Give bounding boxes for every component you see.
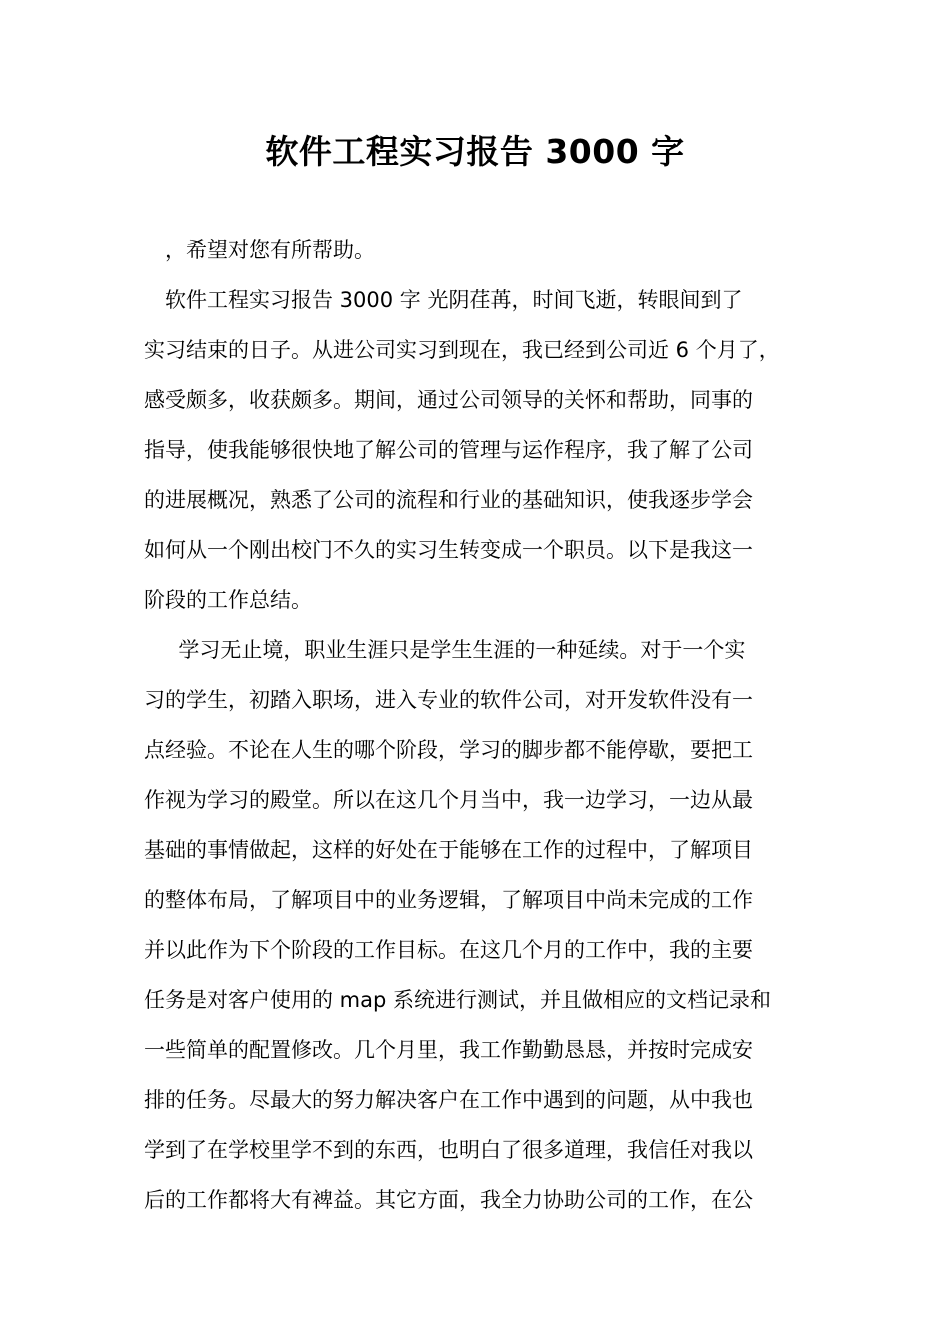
body-line: 学习无止境，职业生涯只是学生生涯的一种延续。对于一个实: [144, 638, 746, 662]
body-line: 感受颇多，收获颇多。期间，通过公司领导的关怀和帮助，同事的: [144, 388, 753, 412]
body-line: 并以此作为下个阶段的工作目标。在这几个月的工作中，我的主要: [144, 938, 753, 962]
document-title: 软件工程实习报告 3000 字: [265, 132, 685, 171]
body-line: 指导，使我能够很快地了解公司的管理与运作程序，我了解了公司: [144, 438, 753, 462]
body-line: 阶段的工作总结。: [144, 588, 312, 612]
body-line: 基础的事情做起，这样的好处在于能够在工作的过程中，了解项目: [144, 838, 753, 862]
body-line: 的整体布局，了解项目中的业务逻辑，了解项目中尚未完成的工作: [144, 888, 753, 912]
body-line: 实习结束的日子。从进公司实习到现在，我已经到公司近 6 个月了，: [144, 338, 780, 362]
body-line: 点经验。不论在人生的哪个阶段，学习的脚步都不能停歇，要把工: [144, 738, 753, 762]
body-line: 习的学生，初踏入职场，进入专业的软件公司，对开发软件没有一: [144, 688, 753, 712]
body-line: ，希望对您有所帮助。: [144, 238, 375, 262]
body-line: 的进展概况，熟悉了公司的流程和行业的基础知识，使我逐步学会: [144, 488, 753, 512]
body-line: 如何从一个刚出校门不久的实习生转变成一个职员。以下是我这一: [144, 538, 753, 562]
body-line: 学到了在学校里学不到的东西，也明白了很多道理，我信任对我以: [144, 1138, 753, 1162]
body-line: 后的工作都将大有裨益。其它方面，我全力协助公司的工作，在公: [144, 1188, 753, 1212]
document-body: [144, 225, 816, 1225]
body-line: 任务是对客户使用的 map 系统进行测试，并且做相应的文档记录和: [144, 988, 772, 1012]
body-line: 一些简单的配置修改。几个月里，我工作勤勤恳恳，并按时完成安: [144, 1038, 753, 1062]
body-line: 排的任务。尽最大的努力解决客户在工作中遇到的问题，从中我也: [144, 1088, 753, 1112]
body-line: 作视为学习的殿堂。所以在这几个月当中，我一边学习，一边从最: [144, 788, 753, 812]
body-line: 软件工程实习报告 3000 字 光阴荏苒，时间飞逝，转眼间到了: [144, 288, 743, 312]
